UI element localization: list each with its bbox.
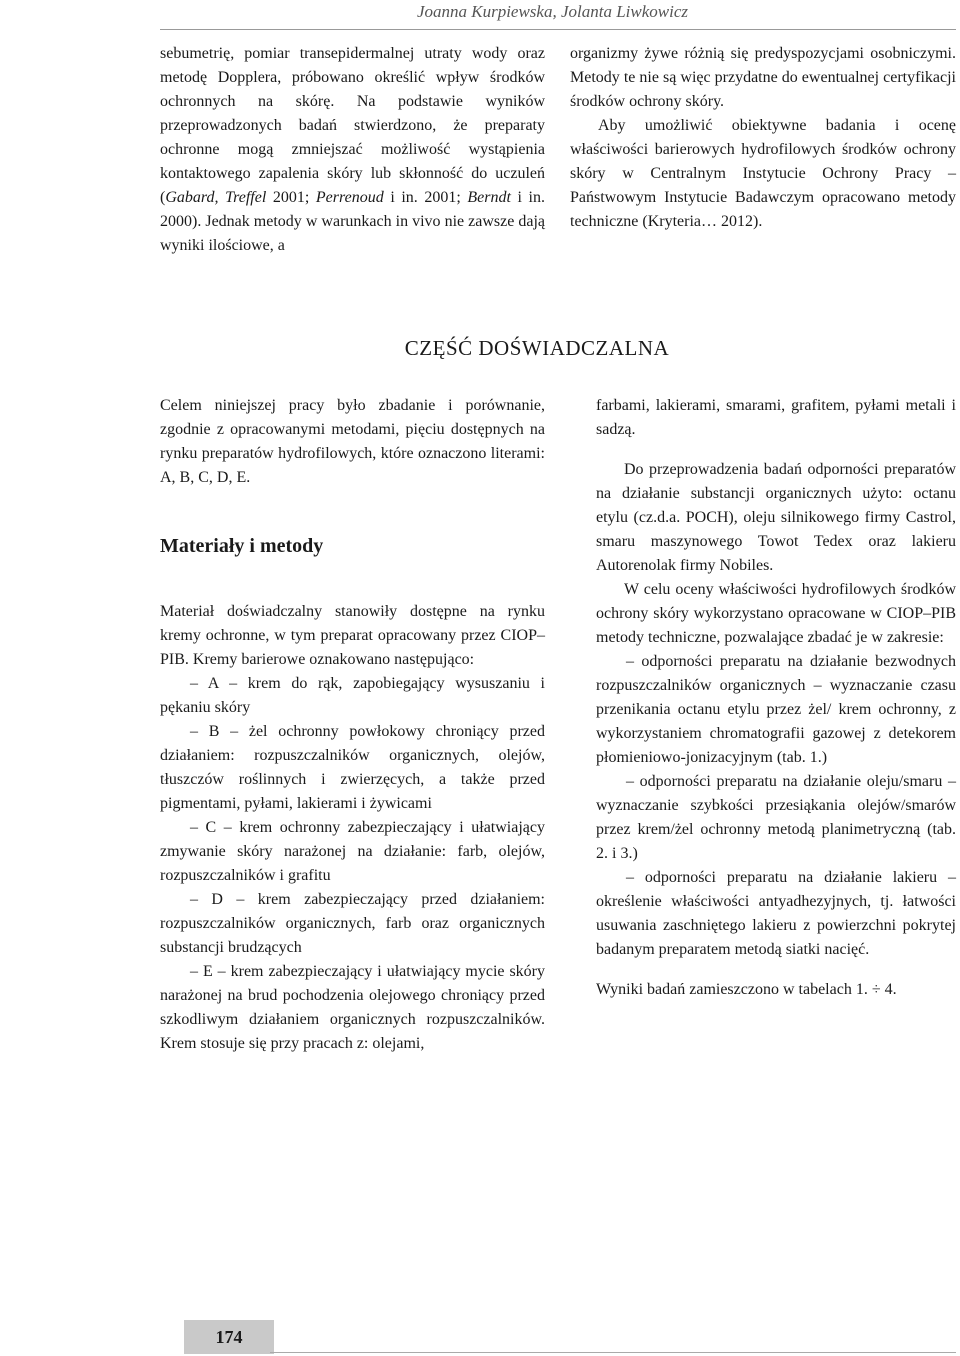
top-left-column [160, 42, 545, 258]
results-paragraph: Wyniki badań zamieszczono w tabelach 1. ÷ 4. [596, 981, 897, 998]
list-item: – D – krem zabezpieczający przed działaniem: rozpuszczalników organicznych, farb oraz organicznych substancji brudzących [160, 891, 545, 956]
citation: Berndt [467, 189, 511, 206]
text-run: i in. 2001; [383, 189, 468, 206]
citation: Perrenoud [315, 189, 384, 206]
top-left-paragraph [160, 42, 545, 258]
bottom-left-column [160, 394, 545, 1056]
spacer [596, 962, 956, 978]
list-item: – B – żel ochronny powłokowy chroniący przed działaniem: rozpuszczalników organicznych, olejów, tłuszczów roślinnych i zwierzęcych, a także przed pigmentami, pyłami, lakierami i żywicami [160, 723, 545, 812]
top-right-column [570, 42, 956, 234]
subheading: Materiały i metody [160, 535, 324, 557]
section-title: CZĘŚĆ DOŚWIADCZALNA [404, 336, 670, 360]
text-run: i in. 2000). Jednak metody w warunkach in vivo nie zawsze dają wyniki ilościowe, a [160, 189, 546, 254]
list-item: – odporności preparatu na działanie bezwodnych rozpuszczalników organicznych – wyznaczanie czasu przenikania octanu etylu przez żel/ krem ochronny, z wykorzystaniem chromatografii gazowej z detekorem płomieniowo-jonizacyjnym (tab. 1.) [596, 653, 956, 766]
text-run: sebumetrię, pomiar transepidermalnej utraty wody oraz metodę Dopplera, próbowano określić wpływ środków ochronnych na skórę. Na podstawie wyników przeprowadzonych badań stwierdzono, że preparaty ochronne mogą zmniejszać możliwość wystąpienia kontaktowego zapalenia skóry lub skłonność do uczuleń ( [160, 45, 545, 206]
footer-divider [270, 1352, 956, 1353]
paragraph: farbami, lakierami, smarami, grafitem, pyłami metali i sadzą. [596, 397, 956, 438]
intro-paragraph: Celem niniejszej pracy było zbadanie i porównanie, zgodnie z opracowanymi metodami, pięciu dostępnych na rynku preparatów hydrofilowych, które oznaczono literami: A, B, C, D, E. [160, 397, 545, 486]
citation: Gabard, Treffel [165, 189, 267, 206]
list-item: – E – krem zabezpieczający i ułatwiający mycie skóry narażonej na brud pochodzenia olejowego chroniący przed szkodliwym działaniem organicznych rozpuszczalników. Krem stosuje się przy pracach z: olejami, [160, 963, 545, 1052]
running-header-author: Joanna Kurpiewska, Jolanta Liwkowicz [416, 2, 688, 21]
text-run: 2001; [266, 189, 316, 206]
paragraph: organizmy żywe różnią się predyspozycjami osobniczymi. Metody te nie są więc przydatne do ewentualnej certyfikacji środków ochrony skóry. [570, 45, 956, 110]
paragraph: Do przeprowadzenia badań odporności preparatów na działanie substancji organicznych użyto: octanu etylu (cz.d.a. POCH), oleju silnikowego firmy Castrol, smaru maszynowego Towot Tedex oraz lakieru Autorenolak firmy Nobiles. [596, 461, 956, 574]
list-item: – A – krem do rąk, zapobiegający wysuszaniu i pękaniu skóry [160, 675, 545, 716]
header-divider [160, 29, 956, 30]
paragraph: Aby umożliwić obiektywne badania i ocenę właściwości barierowych hydrofilowych środków ochrony skóry w Centralnym Instytucie Ochrony Pracy – Państwowym Instytucie Badawczym opracowano metody techniczne (Kryteria… 2012). [570, 117, 956, 230]
materials-paragraph: Materiał doświadczalny stanowiły dostępne na rynku kremy ochronne, w tym preparat opracowany przez CIOP–PIB. Kremy barierowe oznakowano następująco: [160, 603, 545, 668]
page-number: 174 [184, 1320, 274, 1354]
list-item: – C – krem ochronny zabezpieczający i ułatwiający zmywanie skóry narażonej na działanie: farb, olejów, rozpuszczalników i grafitu [160, 819, 545, 884]
paragraph: W celu oceny właściwości hydrofilowych środków ochrony skóry wykorzystano opracowane w CIOP–PIB metody techniczne, pozwalające zbadać je w zakresie: [596, 581, 956, 646]
list-item: – odporności preparatu na działanie lakieru – określenie właściwości antyadhezyjnych, tj. łatwości usuwania zaschniętego lakieru z powierzchni pokrytej badanym preparatem metodą siatki nacięć. [596, 869, 956, 958]
bottom-right-column [596, 394, 956, 1002]
spacer [596, 442, 956, 458]
list-item: – odporności preparatu na działanie oleju/smaru – wyznaczanie szybkości przesiąkania olejów/smarów przez krem/żel ochronny metodą planimetryczną (tab. 2. i 3.) [596, 773, 956, 862]
